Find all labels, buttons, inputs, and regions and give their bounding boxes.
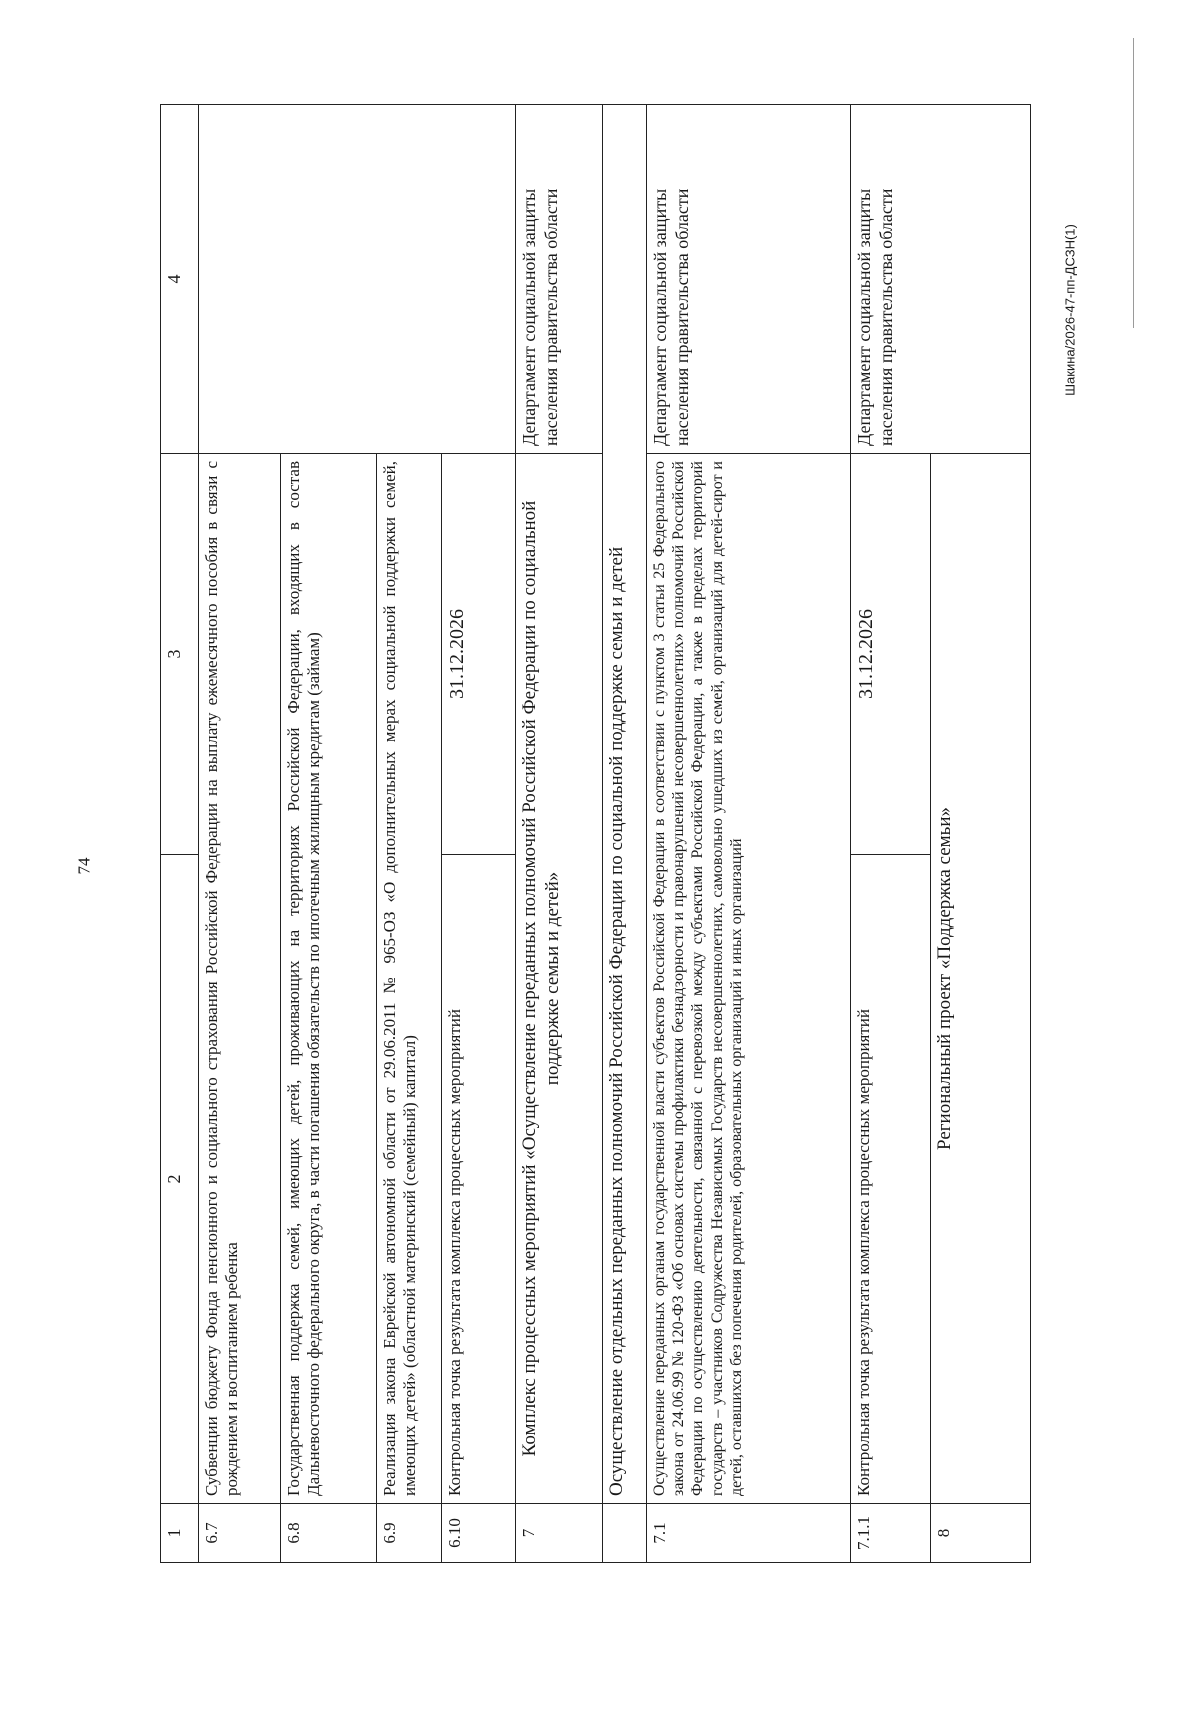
- document-table: [160, 104, 1031, 1563]
- empty-dept-cell: [199, 105, 516, 454]
- margin-rule: [1133, 38, 1134, 328]
- footer-code: [1060, 224, 1080, 396]
- section-number-empty: [603, 1504, 647, 1563]
- rotated-table-area: [160, 105, 1030, 1563]
- header-col-3: 3: [161, 454, 199, 855]
- header-col-4: 4: [161, 105, 199, 454]
- table-row: [647, 105, 851, 1563]
- row-text: Контрольная точка результата комплекса процессных мероприятий: [442, 855, 516, 1504]
- row-department: Департамент социальной защиты населения правительства области: [516, 105, 603, 454]
- table-row: [516, 105, 603, 1563]
- row-text: Государственная поддержка семей, имеющих детей, проживающих на территориях Российской Федерации, входящих в состав Дальневосточного федерального округа, в части погашения обязательств по ипотечным жилищным кредитам (займам): [281, 454, 377, 1504]
- row-department: Департамент социальной защиты населения правительства области: [851, 105, 1031, 454]
- row-date: 31.12.2026: [442, 454, 516, 855]
- row-number: 8: [931, 1504, 1031, 1563]
- row-department: Департамент социальной защиты населения правительства области: [647, 105, 851, 454]
- document-table-container: [160, 105, 1030, 1563]
- table-row: [199, 105, 281, 1563]
- row-text: Осуществление переданных органам государственной власти субъектов Российской Федерации в соответствии с пунктом 3 статьи 25 Федерального закона от 24.06.99 № 120-ФЗ «Об основах системы профилактики безнадзорности и правонарушений несовершеннолетних» полномочий Российской Федерации по осуществлению деятельности, связанной с перевозкой между субъектами Российской Федерации, а также в пределах территорий государств – участников Содружества Независимых Государств несовершеннолетних, самовольно ушедших из семей, организаций для детей-сирот и детей, оставшихся без попечения родителей, образовательных организаций и иных организаций: [647, 454, 851, 1504]
- row-number: 6.10: [442, 1504, 516, 1563]
- row-number: 6.8: [281, 1504, 377, 1563]
- table-header-row: [161, 105, 199, 1563]
- row-number: 7.1.1: [851, 1504, 931, 1563]
- row-text: Региональный проект «Поддержка семьи»: [931, 454, 1031, 1504]
- header-col-2: 2: [161, 855, 199, 1504]
- row-text: Комплекс процессных мероприятий «Осуществление переданных полномочий Российской Федерации по социальной поддержке семьи и детей»: [516, 454, 603, 1504]
- row-number: 7.1: [647, 1504, 851, 1563]
- row-date: 31.12.2026: [851, 454, 931, 855]
- row-text: Субвенции бюджету Фонда пенсионного и социального страхования Российской Федерации на выплату ежемесячного пособия в связи с рождением и воспитанием ребенка: [199, 454, 281, 1504]
- footer-code-text: Шакина/2026-47-пп-ДСЗН(1): [1062, 224, 1078, 396]
- page-number: 74: [74, 857, 94, 875]
- row-text: Реализация закона Еврейской автономной области от 29.06.2011 № 965-ОЗ «О дополнительных мерах социальной поддержки семей, имеющих детей» (областной материнский (семейный) капитал): [377, 454, 442, 1504]
- row-number: 6.9: [377, 1504, 442, 1563]
- row-number: 7: [516, 1504, 603, 1563]
- section-row: [603, 105, 647, 1563]
- row-number: 6.7: [199, 1504, 281, 1563]
- section-text: Осуществление отдельных переданных полномочий Российской Федерации по социальной поддержке семьи и детей: [603, 105, 647, 1504]
- row-text: Контрольная точка результата комплекса процессных мероприятий: [851, 855, 931, 1504]
- header-col-1: 1: [161, 1504, 199, 1563]
- table-row: [851, 105, 931, 1563]
